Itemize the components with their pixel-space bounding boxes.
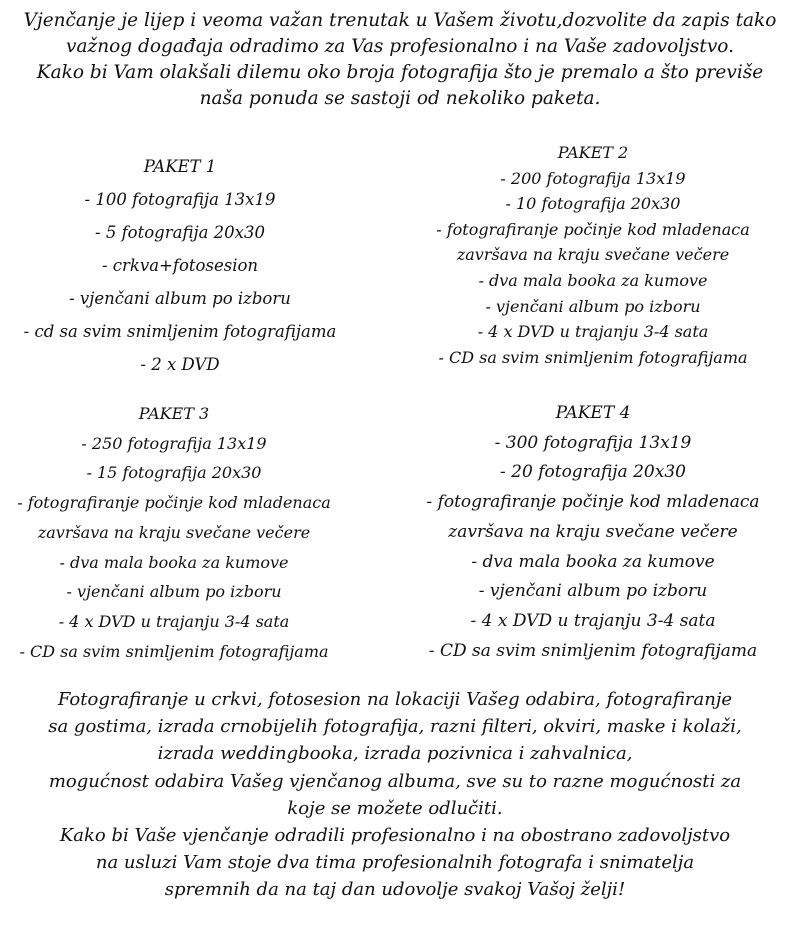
package-item: - 5 fotografija 20x30 <box>95 223 265 242</box>
intro-line: važnog događaja odradimo za Vas profesionalno i na Vaše zadovoljstvo. <box>66 36 734 57</box>
outro-line: koje se možete odlučiti. <box>287 797 503 819</box>
package-item: - vjenčani album po izboru <box>485 296 701 316</box>
package-item: - 250 fotografija 13x19 <box>81 433 267 453</box>
package-item: - 100 fotografija 13x19 <box>84 190 276 209</box>
package-item: - 20 fotografija 20x30 <box>500 462 686 483</box>
package-item: - crkva+fotosesion <box>101 256 259 275</box>
package-title: PAKET 2 <box>557 143 629 162</box>
outro-line: Fotografiranje u crkvi, fotosesion na lokaciji Vašeg odabira, fotografiranje <box>57 689 733 710</box>
package-item: - CD sa svim snimljenim fotografijama <box>428 640 758 661</box>
outro-line: mogućnost odabira Vašeg vjenčanog albuma, sve su to razne mogućnosti za <box>48 770 742 792</box>
package-item: - vjenčani album po izboru <box>478 581 708 602</box>
package-3 <box>14 399 334 666</box>
outro-line: na usluzi Vam stoje dva tima profesionalnih fotografa i snimatelja <box>95 852 695 874</box>
outro-line: Kako bi Vaše vjenčanje odradili profesionalno i na obostrano zadovoljstvo <box>59 825 731 847</box>
intro-line: Vjenčanje je lijep i veoma važan trenutak u Vašem životu,dozvolite da zapis tako <box>23 10 777 31</box>
package-4 <box>426 399 760 666</box>
package-item: - 2 x DVD <box>140 355 220 374</box>
intro-text <box>0 8 800 112</box>
package-item: - 4 x DVD u trajanju 3-4 sata <box>477 322 709 342</box>
outro-line: sa gostima, izrada crnobijelih fotografija, razni filteri, okviri, maske i kolaži, <box>48 716 742 738</box>
intro-line: naša ponuda se sastoji od nekoliko paketa. <box>199 88 601 109</box>
package-item: - cd sa svim snimljenim fotografijama <box>23 322 337 341</box>
package-item: - fotografiranje počinje kod mladenaca <box>426 492 760 513</box>
package-item: - vjenčani album po izboru <box>66 582 282 602</box>
package-item: - 4 x DVD u trajanju 3-4 sata <box>58 611 290 631</box>
package-2 <box>428 140 758 370</box>
package-item: - 10 fotografija 20x30 <box>505 194 681 214</box>
package-item: završava na kraju svečane večere <box>37 522 311 542</box>
outro-text <box>0 686 790 904</box>
package-item: - 300 fotografija 13x19 <box>494 432 692 453</box>
package-title: PAKET 4 <box>555 403 631 423</box>
package-item: - fotografiranje počinje kod mladenaca <box>436 219 750 239</box>
outro-line: spremnih da na taj dan udovolje svakoj Vašoj želji! <box>164 879 626 901</box>
package-item: - CD sa svim snimljenim fotografijama <box>438 347 748 367</box>
package-item: - dva mala booka za kumove <box>59 552 289 572</box>
package-item: - 15 fotografija 20x30 <box>86 463 262 483</box>
package-item: - dva mala booka za kumove <box>471 551 715 572</box>
package-title: PAKET 1 <box>143 157 217 176</box>
package-item: - 4 x DVD u trajanju 3-4 sata <box>470 610 716 631</box>
package-item: - vjenčani album po izboru <box>69 289 291 308</box>
package-item: završava na kraju svečane večere <box>456 245 730 265</box>
package-1 <box>20 150 340 381</box>
package-title: PAKET 3 <box>138 404 210 423</box>
package-item: završava na kraju svečane večere <box>448 521 738 542</box>
package-item: - fotografiranje počinje kod mladenaca <box>17 493 331 513</box>
package-item: - 200 fotografija 13x19 <box>500 168 686 188</box>
outro-line: izrada weddingbooka, izrada pozivnica i zahvalnica, <box>157 743 633 765</box>
package-item: - dva mala booka za kumove <box>478 270 708 290</box>
package-item: - CD sa svim snimljenim fotografijama <box>19 641 329 661</box>
intro-line: Kako bi Vam olakšali dilemu oko broja fotografija što je premalo a što previše <box>36 62 764 83</box>
